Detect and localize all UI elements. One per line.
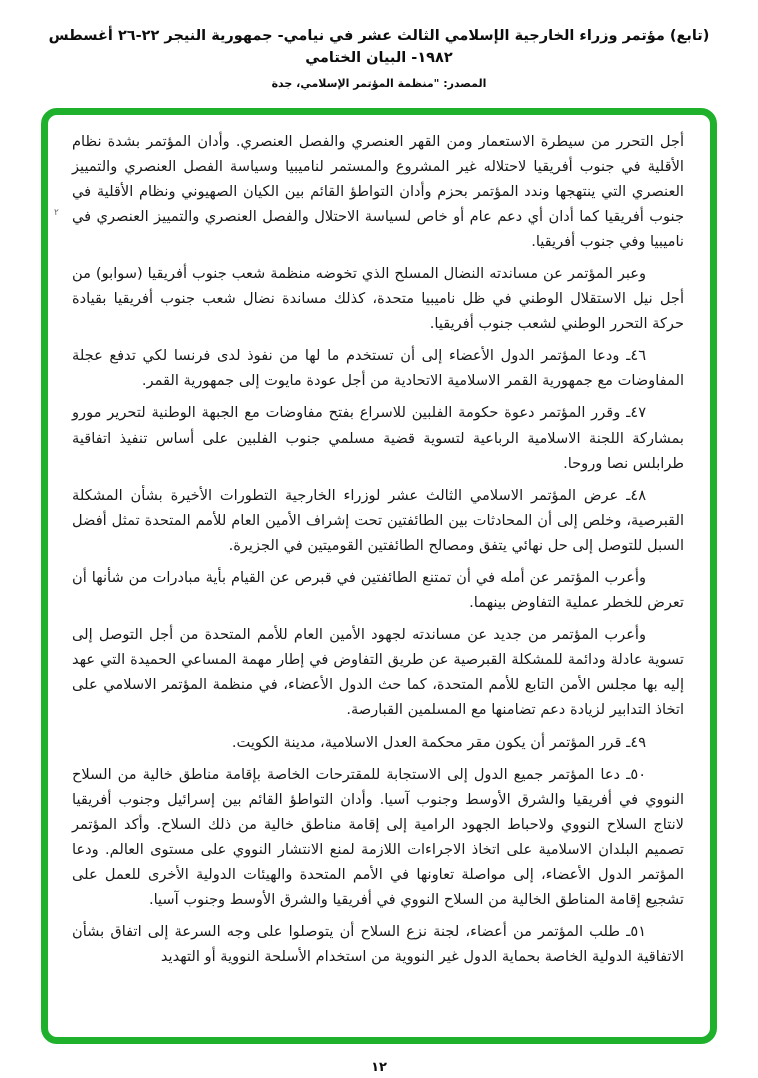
margin-stray-mark: ٢ — [54, 208, 59, 218]
document-source-line: المصدر: "منظمة المؤتمر الإسلامي، جدة — [271, 76, 487, 90]
document-header — [0, 0, 758, 90]
paragraph: وأعرب المؤتمر من جديد عن مساندته لجهود الأمين العام للأمم المتحدة من أجل التوصل إلى تسوية عادلة ودائمة للمشكلة القبرصية عن طريق التفاوض في إطار مهمة المساعي الحميدة التي عهد إليه بها مجلس الأمن التابع للأمم المتحدة، كما حث الدول الأعضاء، في منظمة المؤتمر الاسلامي على اتخاذ التدابير لزيادة دعم تضامنها مع المسلمين القبارصة. — [72, 626, 684, 719]
green-border-frame — [41, 108, 717, 1044]
paragraph: ٤٩ـ قرر المؤتمر أن يكون مقر محكمة العدل الاسلامية، مدينة الكويت. — [231, 733, 647, 751]
paragraph: ٤٨ـ عرض المؤتمر الاسلامي الثالث عشر لوزراء الخارجية التطورات الأخيرة بشأن المشكلة القبرصية، وخلص إلى أن المحادثات بين الطائفتين تحت إشراف الأمين العام للأمم المتحدة تمثل أفضل السبل للتوصل إلى حل نهائي يتفق ومصالح الطائفتين القوميتين في الجزيرة. — [72, 486, 684, 554]
paragraph: وأعرب المؤتمر عن أمله في أن تمتنع الطائفتين في قبرص عن القيام بأية مبادرات من شأنها أن تعرض للخطر عملية التفاوض بينهما. — [72, 569, 684, 612]
body-text — [72, 129, 684, 970]
paragraph: ٤٦ـ ودعا المؤتمر الدول الأعضاء إلى أن تستخدم ما لها من نفوذ لدى فرنسا لكي تدفع عجلة المفاوضات مع جمهورية القمر الاسلامية الاتحادية من أجل عودة مايوت إلى جمهورية القمر. — [72, 347, 684, 390]
paragraph: ٥١ـ طلب المؤتمر من أعضاء، لجنة نزع السلاح أن يتوصلوا على وجه السرعة إلى اتفاق بشأن الاتفاقية الدولية الخاصة بحماية الدول غير النووية من استخدام الأسلحة النووية أو التهديد — [72, 923, 684, 966]
paragraph: أجل التحرر من سيطرة الاستعمار ومن القهر العنصري والفصل العنصري. وأدان المؤتمر بشدة نظام الأقلية في جنوب أفريقيا لاحتلاله غير المشروع والمستمر لناميبيا وسياسة الفصل العنصري والتمييز العنصري التي ينتهجها وندد المؤتمر بحزم وأدان التواطؤ القائم بين الكيان الصهيوني ونظام الأقلية في جنوب أفريقيا كما أدان أي دعم عام أو خاص لسياسة الاحتلال والفصل العنصري والتمييز العنصري في ناميبيا وفي جنوب أفريقيا. — [72, 132, 684, 250]
paragraph: ٥٠ـ دعا المؤتمر جميع الدول إلى الاستجابة للمقترحات الخاصة بإقامة مناطق خالية من السلاح النووي في أفريقيا والشرق الأوسط وجنوب آسيا. وأدان التواطؤ القائم بين إسرائيل وجنوب أفريقيا لانتاج السلاح النووي ولاحباط الجهود الرامية إلى إقامة مناطق خالية من ذلك السلاح. وأكد المؤتمر تصميم البلدان الاسلامية على اتخاذ الاجراءات اللازمة لمنع الانتشار النووي على مستوى العالم. ودعا المؤتمر الدول الأعضاء، إلى مواصلة تعاونها في الأمم المتحدة والهيئات الدولية الأخرى للعمل على تشجيع إقامة المناطق الخالية من السلاح النووي في أفريقيا والشرق الأوسط وجنوب آسيا. — [72, 765, 684, 909]
paragraph: وعبر المؤتمر عن مساندته النضال المسلح الذي تخوضه منظمة شعب جنوب أفريقيا (سوابو) من أجل نيل الاستقلال الوطني في ظل ناميبيا متحدة، كذلك مساندة نضال شعب جنوب أفريقيا بقيادة حركة التحرر الوطني لشعب جنوب أفريقيا. — [72, 264, 684, 333]
paragraph: ٤٧ـ وقرر المؤتمر دعوة حكومة الفلبين للاسراع بفتح مفاوضات مع الجبهة الوطنية لتحرير مورو بمشاركة اللجنة الاسلامية الرباعية لتسوية قضية مسلمي جنوب الفلبين على أساس تنفيذ اتفاقية طرابلس نصا وروحا. — [72, 404, 684, 472]
page-number: ١٢ — [371, 1059, 387, 1075]
document-title: (تابع) مؤتمر وزراء الخارجية الإسلامي الثالث عشر في نيامي- جمهورية النيجر ٢٢-٢٦ أغسطس ١٩٨٢- البيان الختامي — [48, 28, 710, 66]
